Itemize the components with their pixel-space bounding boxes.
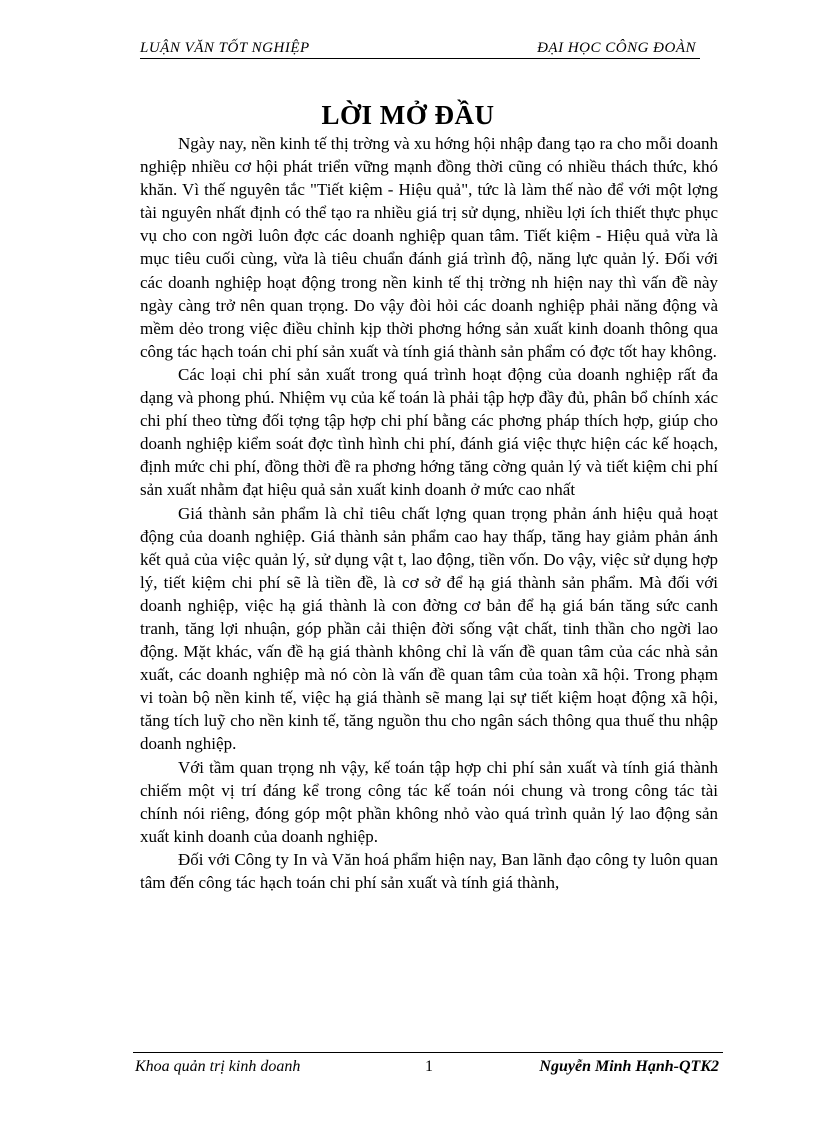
- body-text: [140, 132, 718, 894]
- paragraph: Giá thành sản phẩm là chỉ tiêu chất lợng quan trọng phản ánh hiệu quả hoạt động của doanh nghiệp. Giá thành sản phẩm cao hay thấp, tăng hay giảm phản ánh kết quả của việc quản lý, sử dụng vật t, lao động, tiền vốn. Do vậy, việc sử dụng hợp lý, tiết kiệm chi phí sẽ là tiền đề, là cơ sở để hạ giá thành sản phẩm. Mà đối với doanh nghiệp, việc hạ giá thành là con đờng cơ bản để hạ giá bán tăng sức canh tranh, tăng lợi nhuận, góp phần cải thiện đời sống vật chất, tinh thần cho ngời lao động. Mặt khác, vấn đề hạ giá thành không chỉ là vấn đề quan tâm của các nhà sản xuất, các doanh nghiệp mà nó còn là vấn đề quan tâm của toàn xã hội. Trong phạm vi toàn bộ nền kinh tế, việc hạ giá thành sẽ mang lại sự tiết kiệm hoạt động xã hội, tăng tích luỹ cho nền kinh tế, tăng nguồn thu cho ngân sách thông qua thuế thu nhập doanh nghiệp.: [140, 503, 718, 754]
- page-title: LỜI MỞ ĐẦU: [321, 100, 495, 130]
- running-footer: [133, 1058, 723, 1082]
- footer-left-text: Khoa quản trị kinh doanh: [135, 1058, 301, 1075]
- running-header: [140, 38, 700, 60]
- header-divider: [140, 58, 700, 59]
- footer-divider: [133, 1052, 723, 1053]
- paragraph: Đối với Công ty In và Văn hoá phẩm hiện nay, Ban lãnh đạo công ty luôn quan tâm đến công tác hạch toán chi phí sản xuất và tính giá thành,: [140, 849, 718, 892]
- page-number: 1: [425, 1058, 433, 1075]
- header-right-text: ĐẠI HỌC CÔNG ĐOÀN: [537, 40, 696, 56]
- paragraph: Với tầm quan trọng nh vậy, kế toán tập hợp chi phí sản xuất và tính giá thành chiếm một vị trí đáng kể trong công tác kế toán nói chung và trong công tác tài chính nói riêng, đóng góp một phần không nhỏ vào quá trình quản lý lao động sản xuất kinh doanh của doanh nghiệp.: [140, 757, 718, 846]
- paragraph: Ngày nay, nền kinh tế thị trờng và xu hớng hội nhập đang tạo ra cho mỗi doanh nghiệp nhiều cơ hội phát triển vững mạnh đồng thời cũng có nhiều thách thức, khó khăn. Vì thế nguyên tắc "Tiết kiệm - Hiệu quả", tức là làm thế nào để với một lợng tài nguyên nhất định có thể tạo ra nhiều giá trị sử dụng, nhiều lợi ích thiết thực phục vụ cho con ngời luôn đợc các doanh nghiệp quan tâm. Tiết kiệm - Hiệu quả vừa là mục tiêu cuối cùng, vừa là tiêu chuẩn đánh giá trình độ, năng lực quản lý. Đối với các doanh nghiệp hoạt động trong nền kinh tế thị trờng nh hiện nay thì vấn đề này ngày càng trở nên quan trọng. Do vậy đòi hỏi các doanh nghiệp phải năng động và mềm dẻo trong việc điều chỉnh kịp thời phơng hớng sản xuất kinh doanh thông qua công tác hạch toán chi phí sản xuất và tính giá thành sản phẩm có đợc tốt hay không.: [140, 134, 718, 361]
- header-left-text: LUẬN VĂN TỐT NGHIỆP: [140, 40, 310, 56]
- footer-right-text: Nguyễn Minh Hạnh-QTK2: [539, 1058, 719, 1075]
- paragraph: Các loại chi phí sản xuất trong quá trình hoạt động của doanh nghiệp rất đa dạng và phong phú. Nhiệm vụ của kế toán là phải tập hợp đầy đủ, phân bổ chính xác chi phí theo từng đối tợng tập hợp chi phí bằng các phơng pháp thích hợp, giúp cho doanh nghiệp kiểm soát đợc tình hình chi phí, đánh giá việc thực hiện các kế hoạch, định mức chi phí, đồng thời đề ra phơng hớng tăng cờng quản lý và tiết kiệm chi phí sản xuất nhằm đạt hiệu quả sản xuất kinh doanh ở mức cao nhất: [140, 364, 718, 500]
